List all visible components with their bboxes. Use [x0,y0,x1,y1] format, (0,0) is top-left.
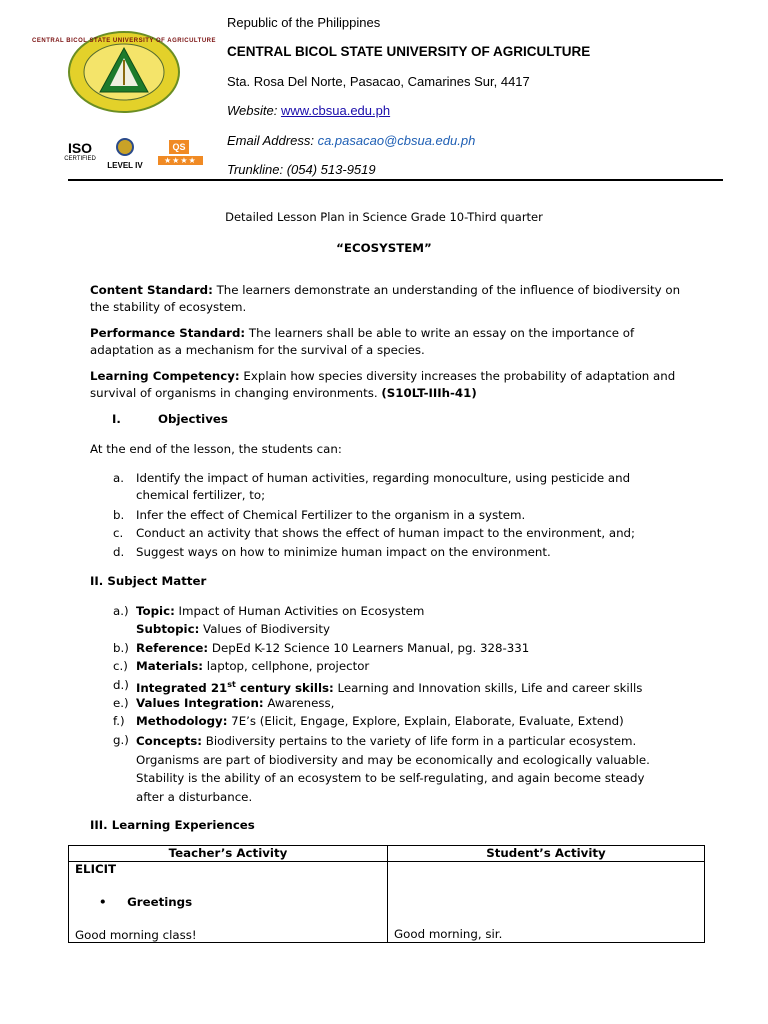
reference-value: DepEd K-12 Science 10 Learners Manual, pg. 328-331 [208,641,530,655]
topic-label: Topic: [136,604,175,618]
topic-value: Impact of Human Activities on Ecosystem [174,604,425,618]
seal-icon [115,138,135,156]
learning-experiences-heading: III. Learning Experiences [90,818,255,832]
header-trunkline: Trunkline: (054) 513-9519 [227,162,376,177]
subject-mark: d.) [113,678,129,692]
performance-standard-text: The learners shall be able to write an essay on the importance of adaptation as a mechanism for the survival of a species. [90,326,635,357]
table-header-row [69,846,705,862]
phase-label: ELICIT [75,862,117,876]
email-link[interactable]: ca.pasacao@cbsua.edu.ph [317,133,476,148]
materials-value: laptop, cellphone, projector [202,659,370,673]
star-rating-icon: ★★★★ [158,156,200,165]
bullet-item: • Greetings [99,895,193,909]
concepts-value: Biodiversity pertains to the variety of life form in a particular ecosystem. Organisms are part of biodiversity and may be economically and ecologically valuable. Stability is the ability of an ecosystem to be self-regulating, and again become steady after a disturbance. [136,734,650,804]
objective-item: Conduct an activity that shows the effect of human impact to the environment, and; [136,526,636,540]
lesson-plan-title: “ECOSYSTEM” [336,241,432,255]
teacher-column-header: Teacher’s Activity [69,846,388,862]
website-label: Website: [227,103,278,118]
learning-activities-table [68,845,705,943]
iso-badge-sub: CERTIFIED [64,156,96,162]
objective-item: Identify the impact of human activities, regarding monoculture, using pesticide and chemical fertilizer, to; [136,471,631,502]
subject-values [136,695,696,712]
iso-badge-label: ISO [67,140,93,156]
content-standard-label: Content Standard: [90,283,213,297]
skills-label: Integrated 21st century skills: [136,680,334,695]
materials-label: Materials: [136,659,203,673]
objectives-intro: At the end of the lesson, the students can: [90,442,342,456]
values-value: Awareness, [263,696,335,710]
subject-mark: f.) [113,714,125,728]
content-standard [90,282,700,315]
subject-mark: a.) [113,604,129,618]
student-line: Good morning, sir. [394,927,503,941]
subject-skills [136,677,696,696]
content-standard-text: The learners demonstrate an understanding of the influence of biodiversity on the stability of ecosystem. [90,283,681,314]
level-badge [104,138,146,170]
objective-mark: b. [113,508,125,522]
university-logo [32,30,216,114]
header-divider [68,179,723,181]
subject-mark: g.) [113,733,129,747]
methodology-value: 7E’s (Elicit, Engage, Explore, Explain, Elaborate, Evaluate, Extend) [227,714,624,728]
performance-standard [90,325,700,358]
teacher-cell [69,862,388,943]
competency-text: Explain how species diversity increases the probability of adaptation and survival of organisms in changing environments. [90,369,676,400]
methodology-label: Methodology: [136,714,228,728]
table-row [69,862,705,943]
competency-label: Learning Competency: [90,369,240,383]
level-badge-label: LEVEL IV [107,161,143,170]
header-university: CENTRAL BICOL STATE UNIVERSITY OF AGRICULTURE [227,44,591,59]
subtopic-label: Subtopic: [136,622,200,636]
email-label: Email Address: [227,133,314,148]
subject-concepts [136,732,671,806]
performance-standard-label: Performance Standard: [90,326,246,340]
svg-text:CENTRAL BICOL STATE UNIVERSITY: CENTRAL BICOL STATE UNIVERSITY OF AGRICULTURE [32,38,216,44]
header-address: Sta. Rosa Del Norte, Pasacao, Camarines Sur, 4417 [227,74,530,89]
subject-matter-heading: II. Subject Matter [90,574,207,588]
subject-mark: b.) [113,641,129,655]
objective-mark: c. [113,526,124,540]
subject-topic [136,603,696,620]
website-link[interactable]: www.cbsua.edu.ph [280,103,391,118]
iso-badge [60,140,100,170]
objectives-heading: Objectives [158,412,228,426]
skills-value: Learning and Innovation skills, Life and career skills [333,680,643,695]
qs-badge-label: QS [169,140,189,154]
student-column-header: Student’s Activity [388,846,705,862]
objective-item: Infer the effect of Chemical Fertilizer to the organism in a system. [136,508,526,522]
objective-mark: d. [113,545,125,559]
concepts-label: Concepts: [136,734,202,748]
header-country: Republic of the Philippines [227,15,381,30]
values-label: Values Integration: [136,696,264,710]
subject-mark: c.) [113,659,128,673]
subject-subtopic [136,621,696,638]
objective-mark: a. [113,471,124,485]
subject-methodology [136,713,696,730]
lesson-plan-subtitle: Detailed Lesson Plan in Science Grade 10-Third quarter [225,210,543,224]
objective-item: Suggest ways on how to minimize human impact on the environment. [136,545,551,559]
subject-materials [136,658,696,675]
reference-label: Reference: [136,641,209,655]
objectives-number: I. [112,412,121,426]
subtopic-value: Values of Biodiversity [199,622,330,636]
header-email [227,133,475,148]
header-website [227,103,390,118]
bullet-icon: • [99,895,107,909]
subject-mark: e.) [113,696,129,710]
student-cell [388,862,705,943]
learning-competency [90,368,700,401]
teacher-line: Good morning class! [75,928,197,942]
subject-reference [136,640,696,657]
competency-code: (S10LT-IIIh-41) [381,385,477,400]
qs-badge [158,140,200,170]
